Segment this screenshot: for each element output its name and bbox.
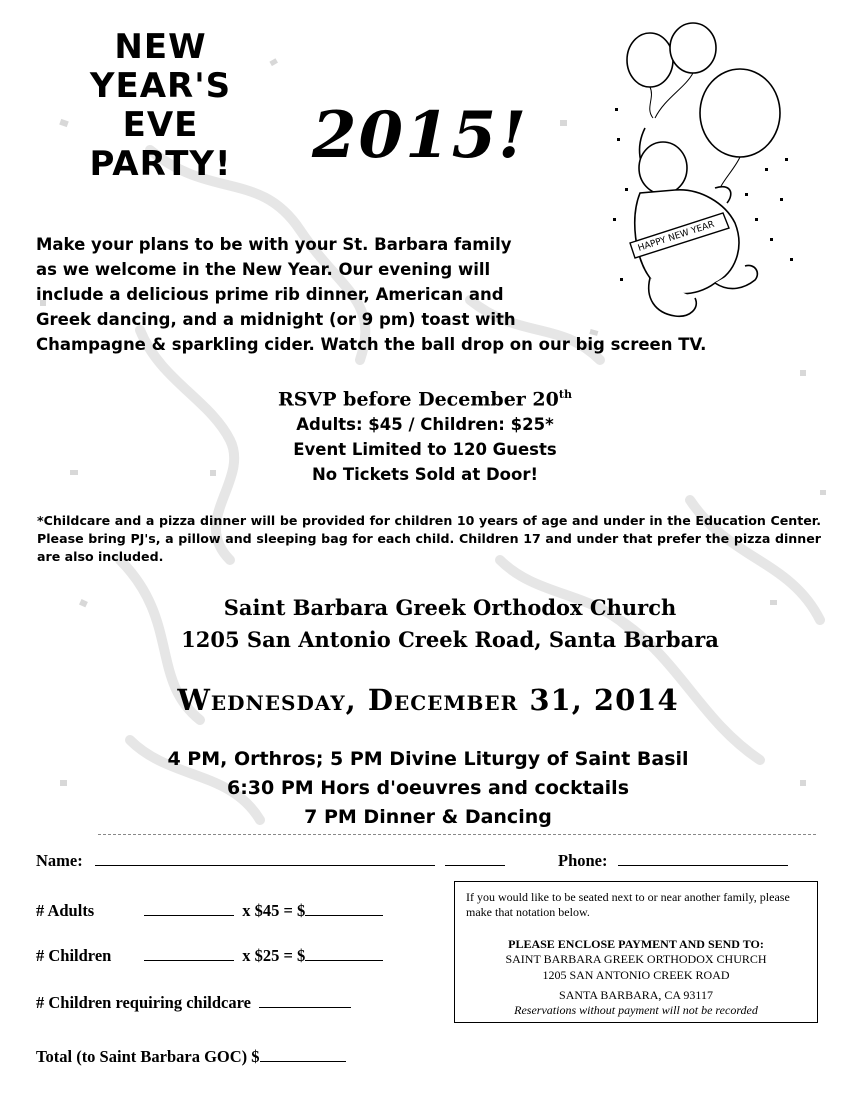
- intro-line: Champagne & sparkling cider. Watch the ball drop on our big screen TV.: [36, 335, 707, 354]
- party-title: [88, 28, 233, 184]
- sash-text: HAPPY NEW YEAR: [636, 219, 716, 254]
- intro-line: Greek dancing, and a midnight (or 9 pm) toast with: [36, 310, 516, 329]
- phone-field[interactable]: [618, 850, 788, 866]
- payment-box: [454, 881, 818, 1023]
- intro-line: as we welcome in the New Year. Our evening will: [36, 260, 491, 279]
- event-schedule: [0, 745, 850, 832]
- intro-line: include a delicious prime rib dinner, American and: [36, 285, 504, 304]
- balloon-icon: [700, 69, 780, 157]
- rsvp-limit: Event Limited to 120 Guests: [293, 440, 557, 460]
- rsvp-prices: Adults: $45 / Children: $25*: [296, 415, 554, 435]
- cut-line: [98, 834, 816, 835]
- church-info: [0, 592, 850, 656]
- event-date: Wednesday, December 31, 2014: [177, 683, 679, 717]
- payment-warning: Reservations without payment will not be recorded: [514, 1003, 758, 1017]
- church-name: Saint Barbara Greek Orthodox Church: [223, 595, 677, 620]
- rsvp-block: [0, 382, 850, 487]
- payment-address-line: SAINT BARBARA GREEK ORTHODOX CHURCH: [505, 952, 767, 966]
- children-amount-field[interactable]: [305, 945, 383, 961]
- name-row: [36, 850, 505, 871]
- title-line: YEAR'S: [89, 66, 232, 106]
- total-row: [36, 1046, 346, 1067]
- phone-row: [558, 850, 788, 871]
- intro-line: Make your plans to be with your St. Barbara family: [36, 235, 512, 254]
- payment-address-line: 1205 SAN ANTONIO CREEK ROAD: [542, 968, 730, 982]
- adults-amount-field[interactable]: [305, 900, 383, 916]
- children-count-field[interactable]: [144, 945, 234, 961]
- adults-count-field[interactable]: [144, 900, 234, 916]
- childcare-row: [36, 992, 351, 1013]
- schedule-item: 6:30 PM Hors d'oeuvres and cocktails: [226, 777, 630, 799]
- balloon-icon: [627, 33, 673, 87]
- seating-note: If you would like to be seated next to or near another family, please make that notation below.: [466, 890, 790, 919]
- balloon-icon: [670, 23, 716, 73]
- adults-label: # Adults: [36, 901, 95, 920]
- name-label: Name:: [36, 851, 83, 870]
- schedule-item: 7 PM Dinner & Dancing: [304, 806, 552, 828]
- name-field[interactable]: [95, 850, 435, 866]
- phone-label: Phone:: [558, 851, 608, 870]
- title-line: EVE: [122, 105, 199, 145]
- rsvp-door: No Tickets Sold at Door!: [312, 465, 538, 485]
- church-address: 1205 San Antonio Creek Road, Santa Barbara: [181, 627, 719, 652]
- children-calc: x $25 = $: [242, 946, 306, 965]
- total-amount-field[interactable]: [260, 1046, 346, 1062]
- title-line: PARTY!: [89, 144, 232, 184]
- payment-heading: PLEASE ENCLOSE PAYMENT AND SEND TO:: [508, 937, 764, 951]
- adults-calc: x $45 = $: [242, 901, 306, 920]
- title-line: NEW: [114, 27, 207, 67]
- childcare-note: *Childcare and a pizza dinner will be provided for children 10 years of age and under in the Education Center. Please bring PJ's, a pillow and sleeping bag for each child. Children 17 and under that prefer the pizza dinner are also included.: [37, 513, 821, 564]
- children-label: # Children: [36, 946, 112, 965]
- rsvp-deadline: [0, 382, 850, 412]
- childcare-label: # Children requiring childcare: [36, 993, 251, 1012]
- schedule-item: 4 PM, Orthros; 5 PM Divine Liturgy of Saint Basil: [167, 748, 689, 770]
- rsvp-deadline-suffix: th: [558, 388, 572, 401]
- children-row: [36, 945, 383, 966]
- adults-row: [36, 900, 383, 921]
- total-label: Total (to Saint Barbara GOC) $: [36, 1047, 260, 1066]
- payment-address-line: SANTA BARBARA, CA 93117: [559, 988, 713, 1002]
- name-field-extra[interactable]: [445, 850, 505, 866]
- year-heading: 2015!: [312, 98, 529, 173]
- intro-paragraph: [36, 232, 816, 357]
- childcare-count-field[interactable]: [259, 992, 351, 1008]
- rsvp-deadline-text: RSVP before December 20: [278, 388, 559, 411]
